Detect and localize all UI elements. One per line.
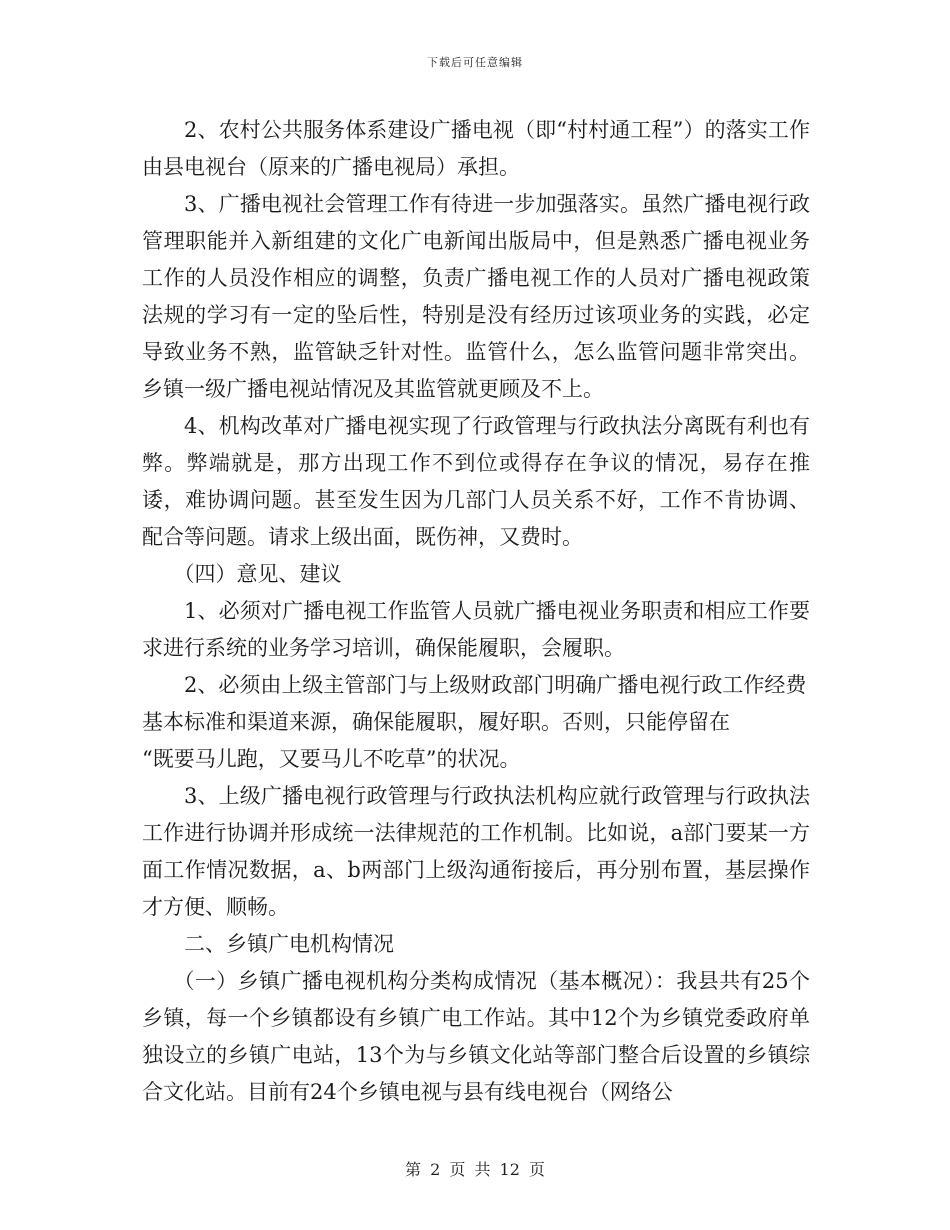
paragraph-4: 4、机构改革对广播电视实现了行政管理与行政执法分离既有利也有弊。弊端就是，那方出现工作不到位或得存在争议的情况，易存在推诿，难协调问题。甚至发生因为几部门人员关系不好，工作不肯协调、配合等问题。请求上级出面，既伤神，又费时。 — [142, 414, 810, 549]
suggestion-3: 3、上级广播电视行政管理与行政执法机构应就行政管理与行政执法工作进行协调并形成统一法律规范的工作机制。比如说，a部门要某一方面工作情况数据，a、b两部门上级沟通衔接后，再分别布置，基层操作才方便、顺畅。 — [142, 784, 810, 919]
document-body — [142, 112, 810, 1111]
section-heading-opinions: （四）意见、建议 — [173, 562, 342, 586]
suggestion-2-continued: “既要马儿跑，又要马儿不吃草”的状况。 — [142, 747, 521, 771]
township-overview: （一）乡镇广播电视机构分类构成情况（基本概况）：我县共有25个乡镇，每一个乡镇都设有乡镇广电工作站。其中12个为乡镇党委政府单独设立的乡镇广电站，13个为与乡镇文化站等部门整合后设置的乡镇综合文化站。目前有24个乡镇电视与县有线电视台（网络公 — [142, 969, 810, 1104]
page-header: 下载后可任意编辑 — [427, 56, 523, 69]
paragraph-2: 2、农村公共服务体系建设广播电视（即“村村通工程”）的落实工作由县电视台（原来的广播电视局）承担。 — [142, 118, 810, 179]
suggestion-1: 1、必须对广播电视工作监管人员就广播电视业务职责和相应工作要求进行系统的业务学习培训，确保能履职，会履职。 — [142, 599, 810, 660]
suggestion-2: 2、必须由上级主管部门与上级财政部门明确广播电视行政工作经费基本标准和渠道来源，确保能履职，履好职。否则，只能停留在 — [142, 673, 807, 734]
paragraph-3: 3、广播电视社会管理工作有待进一步加强落实。虽然广播电视行政管理职能并入新组建的文化广电新闻出版局中，但是熟悉广播电视业务工作的人员没作相应的调整，负责广播电视工作的人员对广播电视政策法规的学习有一定的坠后性，特别是没有经历过该项业务的实践，必定导致业务不熟，监管缺乏针对性。监管什么，怎么监管问题非常突出。乡镇一级广播电视站情况及其监管就更顾及不上。 — [142, 192, 810, 401]
section-heading-township: 二、乡镇广电机构情况 — [184, 932, 394, 956]
page-footer: 第 2 页 共 12 页 — [405, 1160, 545, 1179]
